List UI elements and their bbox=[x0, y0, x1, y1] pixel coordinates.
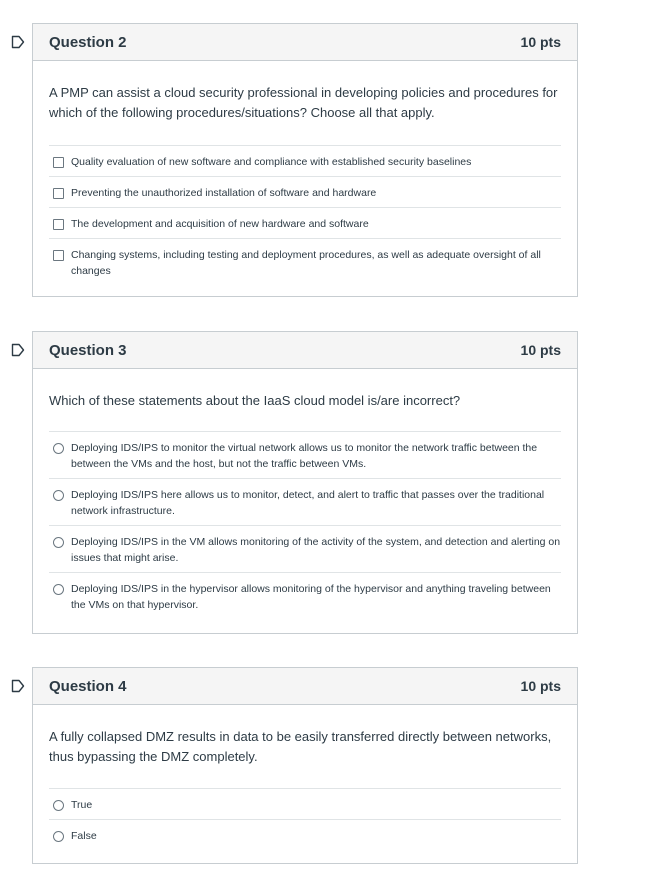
answer-label: Deploying IDS/IPS in the hypervisor allows monitoring of the hypervisor and anything traveling between the VMs on that hypervisor. bbox=[71, 583, 551, 611]
question-title: Question 3 bbox=[49, 341, 127, 359]
question-points: 10 pts bbox=[520, 34, 561, 50]
answer-option[interactable] bbox=[49, 789, 561, 820]
question-3 bbox=[32, 331, 578, 634]
question-title: Question 4 bbox=[49, 677, 127, 695]
question-body bbox=[33, 83, 577, 287]
answer-option[interactable] bbox=[49, 177, 561, 208]
question-header bbox=[33, 24, 577, 61]
answer-label: Deploying IDS/IPS to monitor the virtual network allows us to monitor the network traffic between the between the VMs and the host, but not the traffic between VMs. bbox=[71, 442, 538, 470]
question-text: A PMP can assist a cloud security professional in developing policies and procedures for which of the following procedures/situations? Choose all that apply. bbox=[49, 85, 558, 120]
question-header bbox=[33, 332, 577, 369]
question-4 bbox=[32, 667, 578, 864]
radio-input[interactable] bbox=[53, 584, 64, 595]
checkbox-input[interactable] bbox=[53, 188, 64, 199]
answer-option[interactable] bbox=[49, 239, 561, 287]
radio-input[interactable] bbox=[53, 831, 64, 842]
answer-label: False bbox=[71, 830, 97, 842]
radio-input[interactable] bbox=[53, 443, 64, 454]
answer-list bbox=[49, 431, 561, 620]
answer-label: Quality evaluation of new software and compliance with established security baselines bbox=[71, 156, 472, 168]
radio-input[interactable] bbox=[53, 537, 64, 548]
answer-list bbox=[49, 145, 561, 287]
answer-option[interactable] bbox=[49, 526, 561, 573]
checkbox-input[interactable] bbox=[53, 157, 64, 168]
answer-option[interactable] bbox=[49, 432, 561, 479]
question-text: A fully collapsed DMZ results in data to be easily transferred directly between networks, thus bypassing the DMZ completely. bbox=[49, 729, 552, 764]
question-body bbox=[33, 727, 577, 851]
answer-label: Deploying IDS/IPS here allows us to monitor, detect, and alert to traffic that passes over the traditional network infrastructure. bbox=[71, 489, 545, 517]
answer-list bbox=[49, 788, 561, 851]
answer-label: Preventing the unauthorized installation of software and hardware bbox=[71, 187, 377, 199]
flag-question-icon[interactable] bbox=[10, 34, 26, 50]
question-points: 10 pts bbox=[520, 678, 561, 694]
question-body bbox=[33, 391, 577, 620]
checkbox-input[interactable] bbox=[53, 250, 64, 261]
answer-option[interactable] bbox=[49, 479, 561, 526]
answer-label: Deploying IDS/IPS in the VM allows monitoring of the activity of the system, and detection and alerting on issues that might arise. bbox=[71, 536, 561, 564]
answer-option[interactable] bbox=[49, 208, 561, 239]
answer-label: True bbox=[71, 799, 93, 811]
question-title: Question 2 bbox=[49, 33, 127, 51]
answer-option[interactable] bbox=[49, 573, 561, 620]
radio-input[interactable] bbox=[53, 490, 64, 501]
question-points: 10 pts bbox=[520, 342, 561, 358]
question-2 bbox=[32, 23, 578, 297]
answer-option[interactable] bbox=[49, 146, 561, 177]
answer-label: The development and acquisition of new hardware and software bbox=[71, 218, 369, 230]
question-header bbox=[33, 668, 577, 705]
checkbox-input[interactable] bbox=[53, 219, 64, 230]
radio-input[interactable] bbox=[53, 800, 64, 811]
question-text: Which of these statements about the IaaS cloud model is/are incorrect? bbox=[49, 393, 461, 408]
flag-question-icon[interactable] bbox=[10, 342, 26, 358]
answer-label: Changing systems, including testing and deployment procedures, as well as adequate oversight of all changes bbox=[71, 249, 541, 277]
flag-question-icon[interactable] bbox=[10, 678, 26, 694]
answer-option[interactable] bbox=[49, 820, 561, 851]
